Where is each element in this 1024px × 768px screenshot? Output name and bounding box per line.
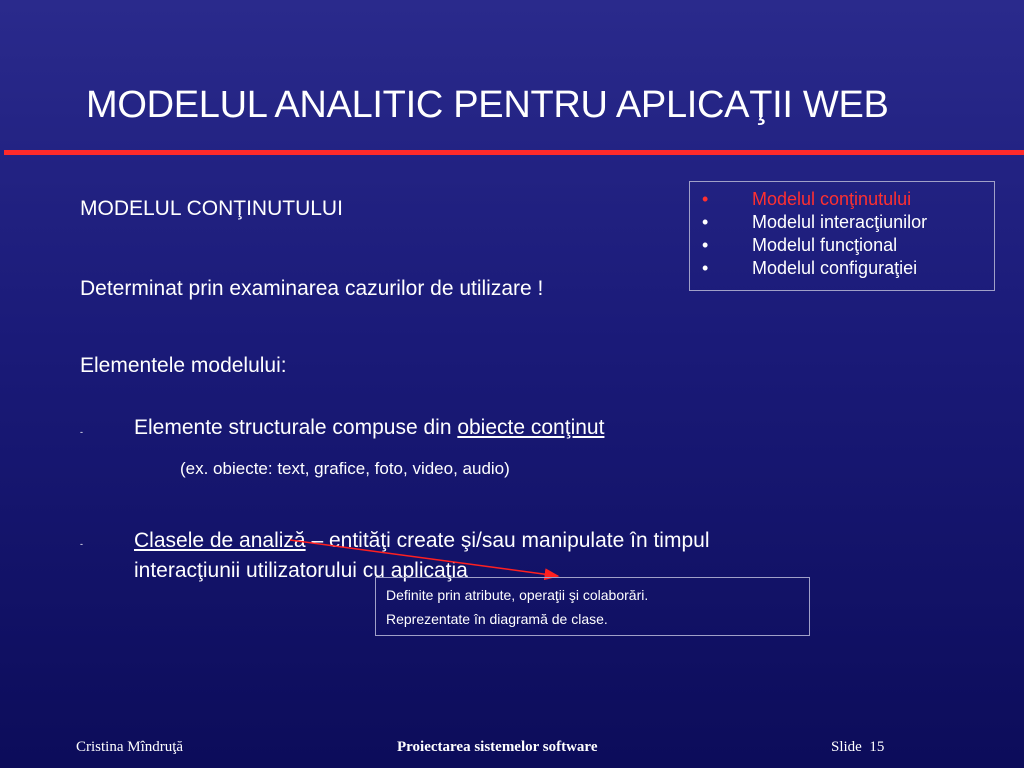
footer-slide-number — [831, 739, 884, 756]
bullet-marker: - — [80, 539, 83, 549]
slide-title: MODELUL ANALITIC PENTRU APLICAŢII WEB — [86, 84, 889, 126]
bullet-dot: • — [702, 212, 709, 232]
content-objects-link[interactable]: obiecte conţinut — [457, 416, 605, 439]
model-label: Modelul conţinutului — [752, 189, 912, 209]
model-label: Modelul configuraţiei — [752, 258, 918, 278]
bullet-dot: • — [702, 189, 709, 209]
footer-course: Proiectarea sistemelor software — [397, 739, 598, 755]
info-line: Definite prin atribute, operaţii şi colaborări. — [386, 587, 649, 603]
bullet-text: Elemente structurale compuse din — [134, 416, 458, 439]
analysis-classes-link[interactable]: Clasele de analiză — [134, 529, 306, 552]
bullet-dot: • — [702, 258, 709, 278]
intro-text: Determinat prin examinarea cazurilor de utilizare ! — [80, 277, 544, 300]
bullet-text: – entităţi create şi/sau manipulate în timpul — [305, 529, 710, 552]
slide-number: 15 — [869, 739, 885, 755]
footer-author: Cristina Mîndruţă — [76, 739, 184, 755]
info-callout-box — [375, 577, 810, 636]
info-line: Reprezentate în diagramă de clase. — [386, 611, 608, 627]
bullet-example: (ex. obiecte: text, grafice, foto, video, audio) — [180, 459, 510, 478]
bullet-text-line2: interacţiunii utilizatorului cu aplicaţia — [134, 559, 468, 582]
bullet-marker: - — [80, 427, 83, 437]
slide-label: Slide — [831, 739, 862, 755]
elements-heading: Elementele modelului: — [80, 354, 287, 377]
model-label: Modelul interacţiunilor — [752, 212, 928, 232]
bullet-dot: • — [702, 235, 709, 255]
section-heading: MODELUL CONŢINUTULUI — [80, 197, 343, 220]
model-label: Modelul funcţional — [752, 235, 898, 255]
